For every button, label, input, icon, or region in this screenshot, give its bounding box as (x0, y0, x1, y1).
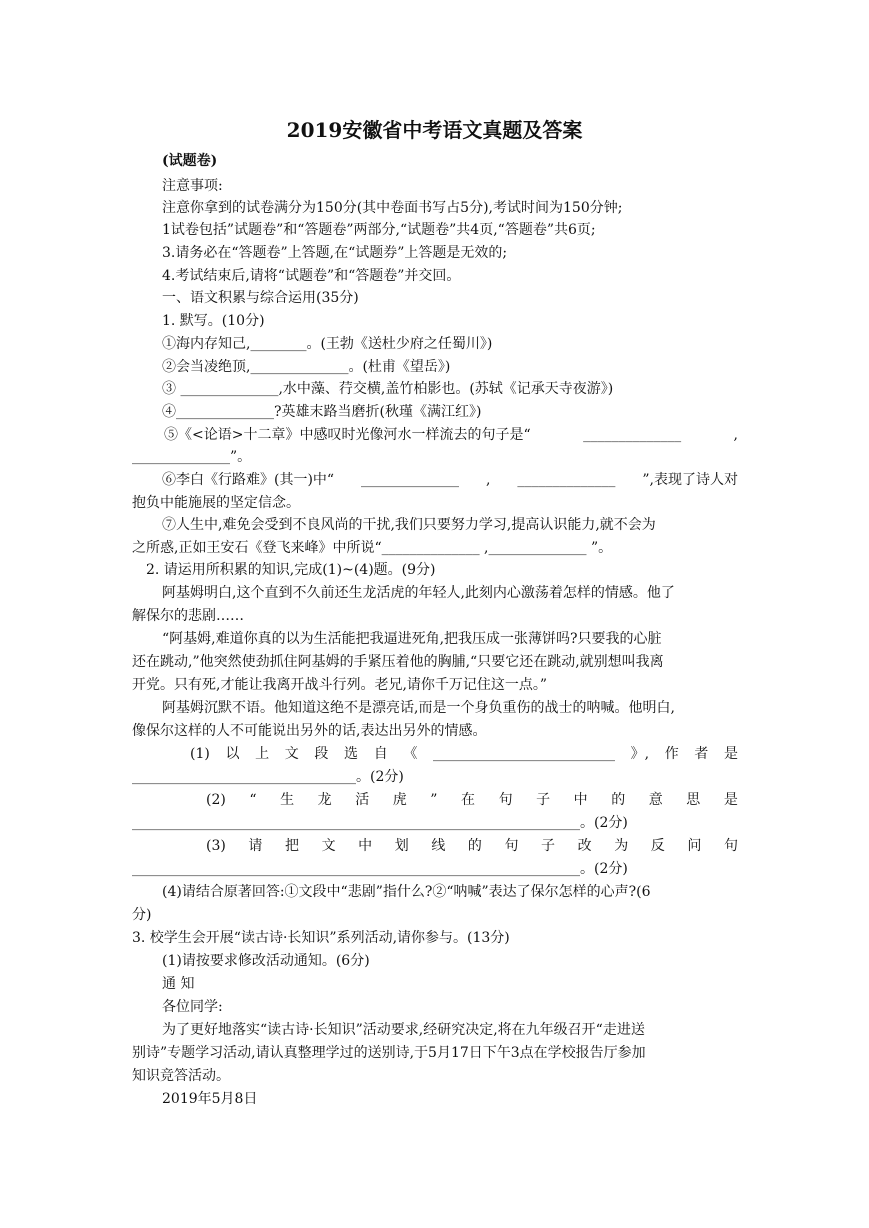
q1-item-5-text: ⑤《<论语>十二章》中感叹时光像河水一样流去的句子是“ (164, 427, 531, 443)
q2-sub1-char: 选 (344, 746, 359, 762)
q2-sub1-line1 (190, 745, 738, 763)
q2-sub1-char: 自 (373, 746, 388, 762)
q2-sub2-char: 生 (280, 792, 295, 808)
q2-sub2-char: 是 (723, 792, 738, 808)
page-title: 2019安徽省中考语文真题及答案 (286, 118, 583, 142)
q1-item-6-blank2: ______________ (517, 472, 616, 488)
notice-heading: 注意事项: (162, 178, 223, 194)
q2-para3-line1: 阿基姆沉默不语。他知道这绝不是漂亮话,而是一个身负重伤的战士的呐喊。他明白, (162, 700, 675, 716)
q2-para1-line2: 解保尔的悲剧…… (132, 608, 244, 624)
q2-para2-line2: 还在跳动,”他突然使劲抓住阿基姆的手紧压着他的胸脯,“只要它还在跳动,就别想叫我离 (132, 654, 664, 670)
q2-sub2-char: 活 (355, 792, 370, 808)
q1-item-5-line2: ______________”。 (132, 449, 252, 465)
q2-sub3-char: 文 (321, 838, 336, 854)
q2-sub3-char: 的 (467, 838, 482, 854)
q2-sub1-char: 是 (723, 746, 738, 762)
q2-title: 2. 请运用所积累的知识,完成(1)~(4)题。(9分) (146, 562, 436, 578)
q2-sub3-char: 中 (358, 838, 373, 854)
q2-sub3-char: 划 (394, 838, 409, 854)
q2-sub1-blank: __________________________ (432, 746, 615, 762)
q2-sub2-char: “ (249, 792, 257, 808)
q2-sub3-char: 问 (687, 838, 702, 854)
q2-sub2-char: 意 (648, 792, 663, 808)
q1-item-6-comma: , (486, 472, 491, 488)
q2-para2-line1: “阿基姆,难道你真的以为生活能把我逼进死角,把我压成一张薄饼吗?只要我的心脏 (162, 631, 662, 647)
q1-item-6-line1 (162, 471, 738, 489)
q1-item-3: ③ ______________,水中藻、荇交横,盖竹柏影也。(苏轼《记承天寺夜游》) (162, 381, 614, 397)
q3-body-line3: 知识竞答活动。 (132, 1068, 230, 1084)
q2-sub1-char: 以 (225, 746, 240, 762)
part-heading: 一、语文积累与综合运用(35分) (162, 290, 359, 306)
q2-sub2-line1 (206, 791, 738, 809)
q2-sub2-char: 的 (611, 792, 626, 808)
q2-sub3-char: 反 (650, 838, 665, 854)
q2-sub3-char: 线 (431, 838, 446, 854)
q3-notice-title: 通 知 (162, 976, 195, 992)
q1-item-6-line2: 抱负中能施展的坚定信念。 (132, 495, 300, 511)
q2-sub3-char: 句 (504, 838, 519, 854)
q2-sub2-char: ” (430, 792, 438, 808)
q1-item-5-comma: , (733, 427, 738, 443)
q1-item-1: ①海内存知己,________。(王勃《送杜少府之任蜀川》) (162, 336, 493, 352)
notice-item-4: 4.考试结束后,请将“试题卷”和“答题卷”并交回。 (162, 268, 461, 284)
q3-body-line2: 别诗”专题学习活动,请认真整理学过的送别诗,于5月17日下午3点在学校报告厅参加 (132, 1045, 646, 1061)
q2-sub1-char: 者 (694, 746, 709, 762)
q3-body-line1: 为了更好地落实“读古诗·长知识”活动要求,经研究决定,将在九年级召开“走进送 (162, 1022, 645, 1038)
q2-sub2-label: (2) (206, 792, 226, 808)
q3-date: 2019年5月8日 (162, 1091, 258, 1107)
q1-item-6-blank1: ______________ (361, 472, 460, 488)
q1-item-6-text: ⑥李白《行路难》(其一)中“ (162, 472, 335, 488)
q3-greeting: 各位同学: (162, 999, 223, 1015)
q2-para2-line3: 开党。只有死,才能让我离开战斗行列。老兄,请你千万记住这一点。” (132, 677, 548, 693)
q2-para1-line1: 阿基姆明白,这个直到不久前还生龙活虎的年轻人,此刻内心激荡着怎样的情感。他了 (162, 585, 675, 601)
q2-sub3-line2: ________________________________________________________________。(2分) (132, 861, 628, 877)
q2-sub3-char: 为 (614, 838, 629, 854)
q2-sub4-line2: 分) (132, 907, 152, 923)
q1-item-7-line1: ⑦人生中,难免会受到不良风尚的干扰,我们只要努力学习,提高认识能力,就不会为 (162, 517, 656, 533)
q2-sub2-char: 龙 (317, 792, 332, 808)
q2-sub3-label: (3) (206, 838, 226, 854)
q2-sub1-char: 段 (314, 746, 329, 762)
q2-sub2-char: 句 (498, 792, 513, 808)
q2-sub3-char: 子 (541, 838, 556, 854)
q2-sub2-char: 子 (536, 792, 551, 808)
q1-title: 1. 默写。(10分) (162, 313, 265, 329)
q3-title: 3. 校学生会开展“读古诗·长知识”系列活动,请你参与。(13分) (132, 930, 510, 946)
q2-sub1-char: 上 (255, 746, 270, 762)
section-label: (试题卷) (162, 153, 218, 169)
notice-item-1: 注意你拿到的试卷满分为150分(其中卷面书写占5分),考试时间为150分钟; (162, 200, 623, 216)
q1-item-7-line2: 之所惑,正如王安石《登飞来峰》中所说“______________ ,______________ ”。 (132, 540, 613, 556)
q2-sub2-char: 中 (573, 792, 588, 808)
q1-item-5-blank: ______________ (583, 427, 682, 443)
q1-item-6-tail: ”,表现了诗人对 (642, 472, 738, 488)
q2-sub2-char: 虎 (392, 792, 407, 808)
q2-sub2-char: 思 (686, 792, 701, 808)
q2-sub3-char: 改 (577, 838, 592, 854)
q2-sub1-label: (1) (190, 746, 210, 762)
q2-sub3-char: 句 (723, 838, 738, 854)
q2-para3-line2: 像保尔这样的人不可能说出另外的话,表达出另外的情感。 (132, 723, 487, 739)
q2-sub1-line2: ________________________________。(2分) (132, 769, 404, 785)
q2-sub3-line1 (206, 837, 738, 855)
q2-sub1-char: 》, (630, 746, 650, 762)
notice-item-2: 1试卷包括”试题卷”和“答题卷”两部分,“试题卷”共4页,“答题卷”共6页; (162, 222, 596, 238)
q1-item-5-line1 (164, 426, 738, 444)
q2-sub1-char: 作 (664, 746, 679, 762)
q2-sub1-char: 文 (284, 746, 299, 762)
q2-sub4-line1: (4)请结合原著回答:①文段中“悲剧”指什么?②“呐喊”表达了保尔怎样的心声?(6 (162, 884, 651, 900)
notice-item-3: 3.请务必在“答题卷”上答题,在“试题券”上答题是无效的; (162, 245, 508, 261)
q3-sub1: (1)请按要求修改活动通知。(6分) (162, 953, 370, 969)
q2-sub2-char: 在 (461, 792, 476, 808)
q2-sub3-char: 把 (285, 838, 299, 854)
q2-sub2-line2: ________________________________________________________________。(2分) (132, 815, 628, 831)
q1-item-4: ④______________?英雄末路当磨折(秋瑾《满江红》) (162, 404, 482, 420)
q1-item-2: ②会当凌绝顶,______________。(杜甫《望岳》) (162, 359, 451, 375)
q2-sub3-char: 请 (248, 838, 263, 854)
q2-sub1-char: 《 (403, 746, 418, 762)
